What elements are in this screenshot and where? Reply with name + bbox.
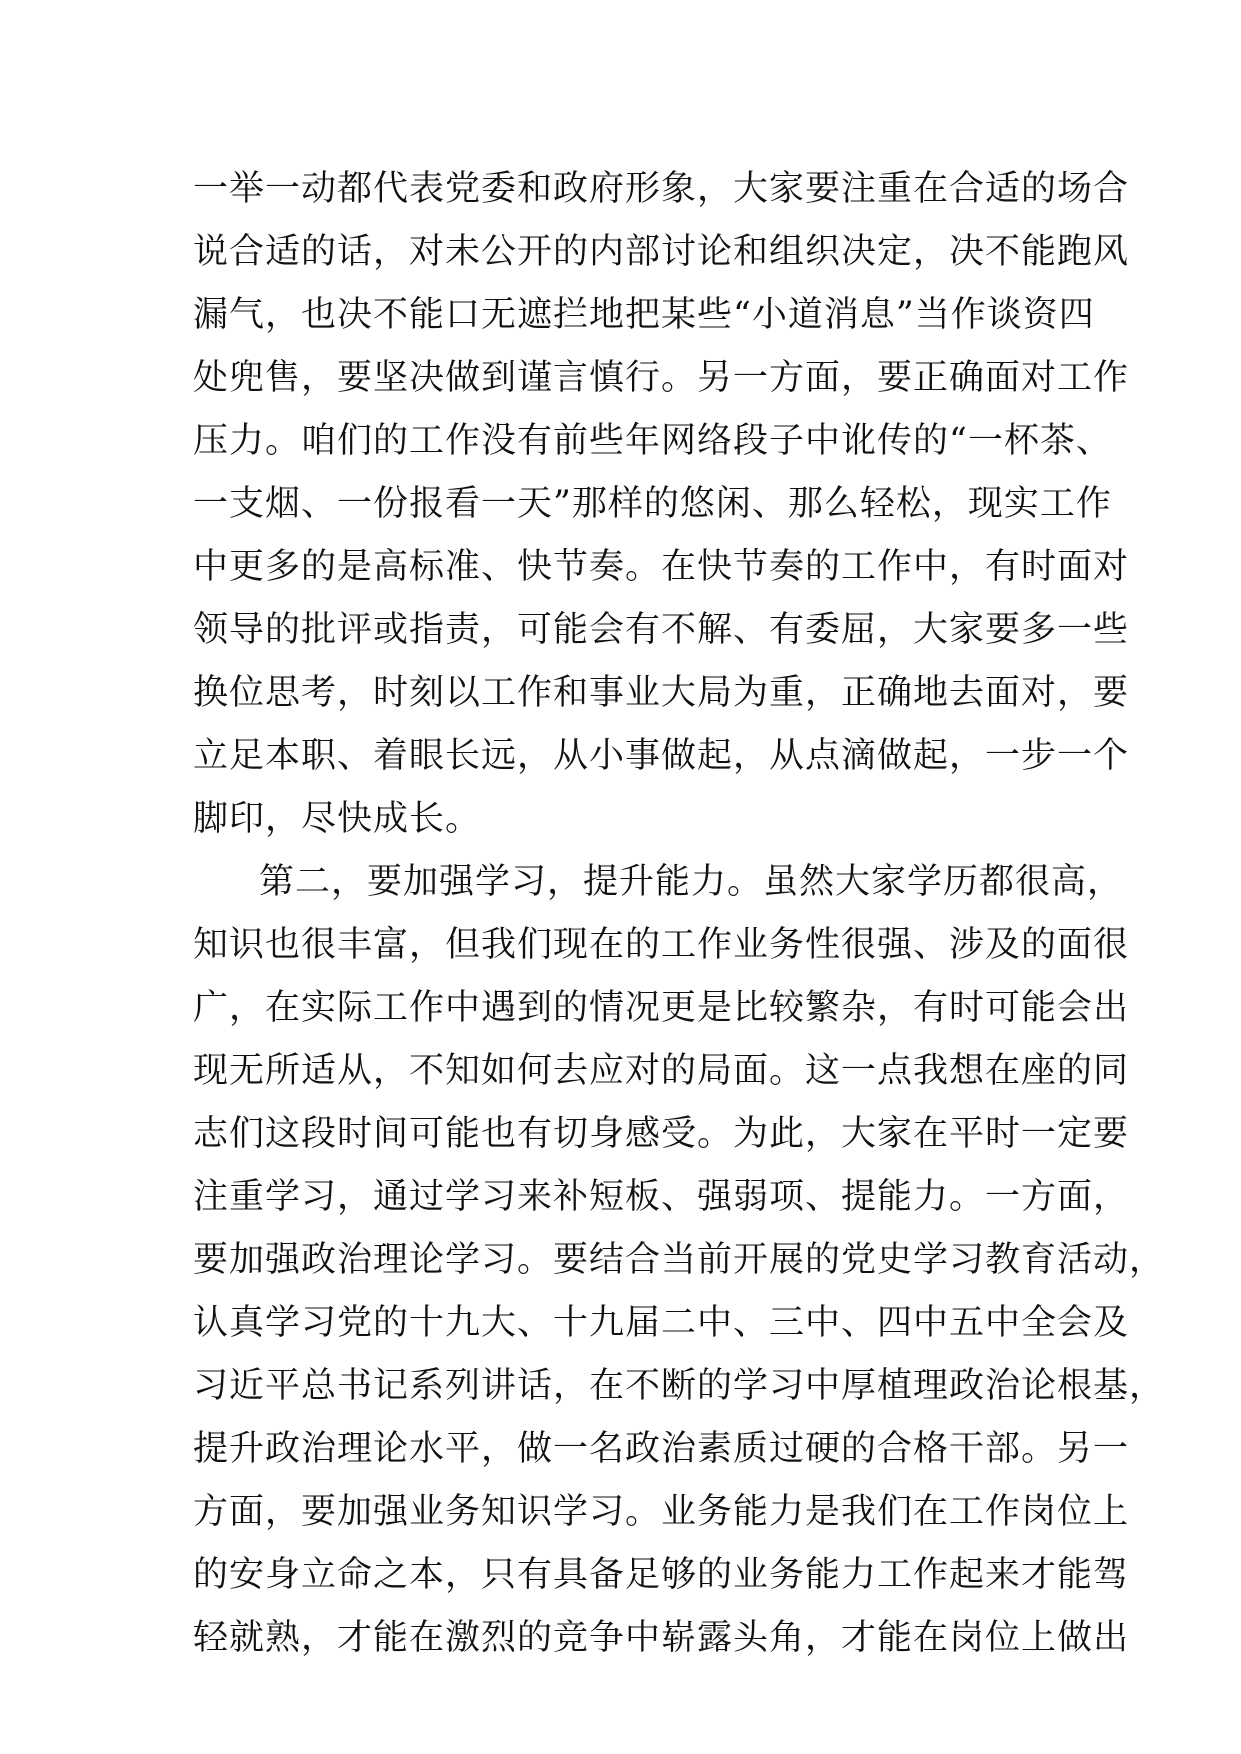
paragraph-line: 轻就熟，才能在激烈的竞争中崭露头角，才能在岗位上做出 [193, 1618, 1130, 1658]
paragraph-line: 领导的批评或指责，可能会有不解、有委屈，大家要多一些 [193, 610, 1130, 650]
paragraph-line: 广，在实际工作中遇到的情况更是比较繁杂，有时可能会出 [193, 988, 1130, 1028]
paragraph-line: 方面，要加强业务知识学习。业务能力是我们在工作岗位上 [193, 1492, 1130, 1532]
paragraph-line: 压力。咱们的工作没有前些年网络段子中讹传的“一杯茶、 [193, 421, 1112, 461]
paragraph-line: 注重学习，通过学习来补短板、强弱项、提能力。一方面， [193, 1177, 1130, 1217]
paragraph-line: 脚印，尽快成长。 [193, 799, 482, 839]
paragraph-line: 认真学习党的十九大、十九届二中、三中、四中五中全会及 [193, 1303, 1130, 1343]
paragraph-line: 提升政治理论水平，做一名政治素质过硬的合格干部。另一 [193, 1429, 1130, 1469]
paragraph-line: 第二，要加强学习，提升能力。虽然大家学历都很高， [259, 862, 1124, 902]
paragraph-line: 换位思考，时刻以工作和事业大局为重，正确地去面对，要 [193, 673, 1130, 713]
paragraph-line: 志们这段时间可能也有切身感受。为此，大家在平时一定要 [193, 1114, 1130, 1154]
paragraph-line: 现无所适从，不知如何去应对的局面。这一点我想在座的同 [193, 1051, 1130, 1091]
paragraph-line: 一支烟、一份报看一天”那样的悠闲、那么轻松，现实工作 [193, 484, 1112, 524]
paragraph-line: 要加强政治理论学习。要结合当前开展的党史学习教育活动， [193, 1240, 1166, 1280]
body-text [193, 158, 1166, 1670]
paragraph-line: 说合适的话，对未公开的内部讨论和组织决定，决不能跑风 [193, 232, 1130, 272]
paragraph-line: 中更多的是高标准、快节奏。在快节奏的工作中，有时面对 [193, 547, 1130, 587]
paragraph-line: 的安身立命之本，只有具备足够的业务能力工作起来才能驾 [193, 1555, 1130, 1595]
paragraph-line: 习近平总书记系列讲话，在不断的学习中厚植理政治论根基， [193, 1366, 1166, 1406]
paragraph-line: 漏气，也决不能口无遮拦地把某些“小道消息”当作谈资四 [193, 295, 1095, 335]
paragraph-line: 一举一动都代表党委和政府形象，大家要注重在合适的场合 [193, 169, 1130, 209]
paragraph-line: 处兜售，要坚决做到谨言慎行。另一方面，要正确面对工作 [193, 358, 1130, 398]
paragraph-line: 知识也很丰富，但我们现在的工作业务性很强、涉及的面很 [193, 925, 1130, 965]
paragraph-line: 立足本职、着眼长远，从小事做起，从点滴做起，一步一个 [193, 736, 1130, 776]
